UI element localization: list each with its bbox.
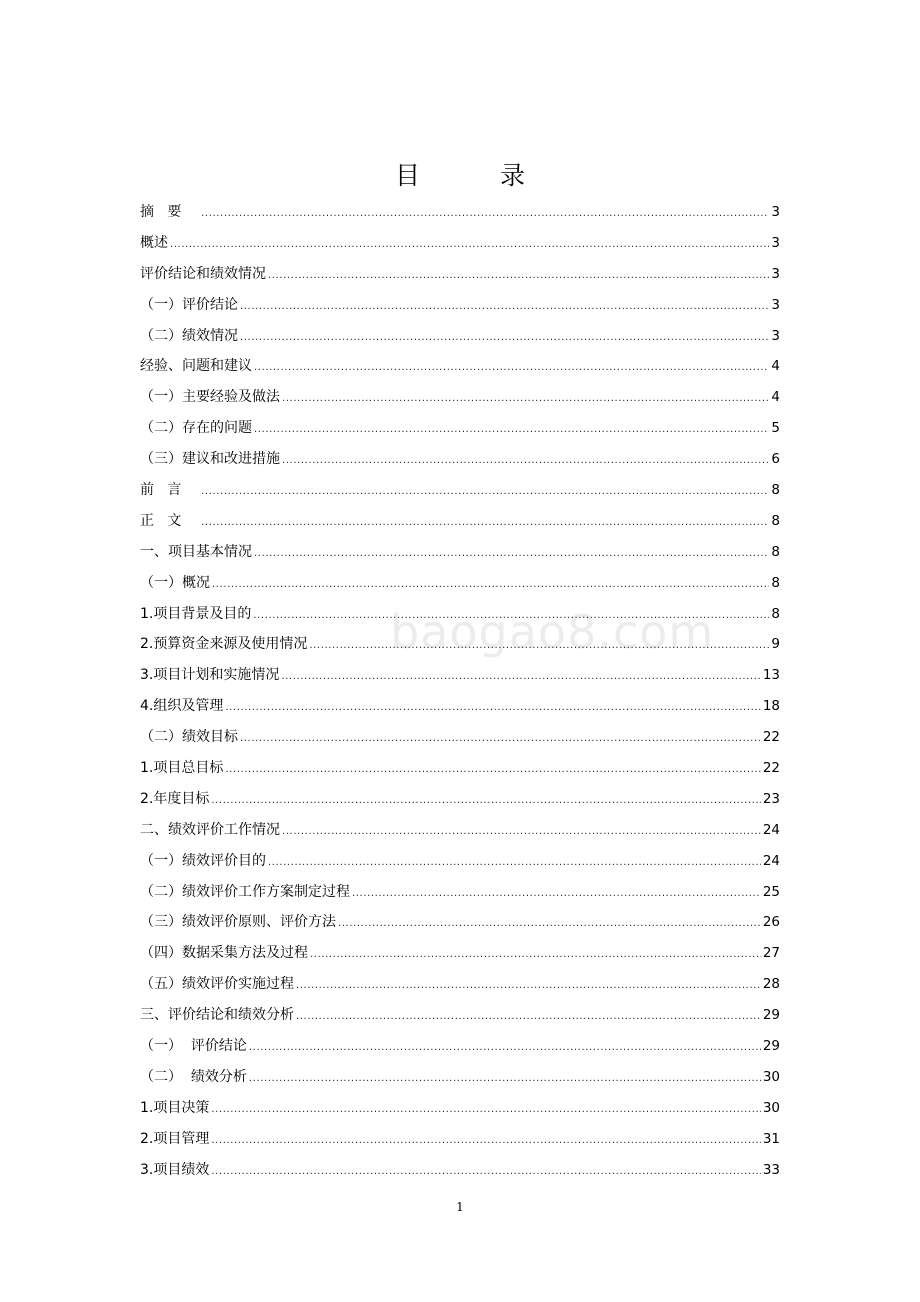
toc-entry-page: 26 bbox=[762, 914, 780, 931]
toc-entry-label: （一）绩效评价目的 bbox=[140, 852, 266, 869]
toc-entry[interactable] bbox=[140, 969, 780, 1000]
toc-entry-label: 4.组织及管理 bbox=[140, 698, 224, 715]
toc-entry-page: 24 bbox=[762, 821, 780, 838]
toc-entry[interactable] bbox=[140, 475, 780, 506]
toc-entry[interactable] bbox=[140, 907, 780, 938]
toc-entry-page: 3 bbox=[771, 296, 780, 313]
toc-entry-page: 22 bbox=[762, 729, 780, 746]
toc-entry-label: 概述 bbox=[140, 234, 168, 251]
toc-entry-page: 8 bbox=[771, 482, 780, 499]
toc-leader-dots bbox=[254, 415, 769, 446]
toc-entry-label: （三）绩效评价原则、评价方法 bbox=[140, 914, 336, 931]
toc-entry-label: 1.项目决策 bbox=[140, 1099, 210, 1116]
toc-leader-dots bbox=[211, 1095, 760, 1126]
toc-entry-page: 23 bbox=[762, 790, 780, 807]
toc-leader-dots bbox=[211, 1157, 760, 1188]
toc-leader-dots bbox=[309, 631, 769, 662]
toc-entry-label: 3.项目计划和实施情况 bbox=[140, 667, 280, 684]
toc-entry[interactable] bbox=[140, 691, 780, 722]
toc-entry[interactable] bbox=[140, 1093, 780, 1124]
toc-leader-dots bbox=[296, 971, 761, 1002]
toc-entry-page: 27 bbox=[762, 945, 780, 962]
toc-entry-page: 3 bbox=[771, 234, 780, 251]
page-title: 目 录 bbox=[395, 161, 561, 190]
toc-leader-dots bbox=[212, 570, 769, 601]
toc-entry-label: 前 言 bbox=[140, 482, 200, 499]
toc-entry[interactable] bbox=[140, 660, 780, 691]
toc-leader-dots bbox=[282, 817, 761, 848]
toc-entry[interactable] bbox=[140, 506, 780, 537]
toc-entry-page: 4 bbox=[771, 358, 780, 375]
toc-entry-page: 3 bbox=[771, 265, 780, 282]
toc-entry[interactable] bbox=[140, 1000, 780, 1031]
toc-entry[interactable] bbox=[140, 290, 780, 321]
toc-entry-label: （一）主要经验及做法 bbox=[140, 389, 280, 406]
toc-entry-label: 正 文 bbox=[140, 512, 200, 529]
toc-entry-page: 22 bbox=[762, 760, 780, 777]
toc-entry-label: 2.项目管理 bbox=[140, 1130, 210, 1147]
toc-entry-page: 30 bbox=[762, 1068, 780, 1085]
toc-leader-dots bbox=[268, 261, 769, 292]
toc-entry-label: （一） 评价结论 bbox=[140, 1038, 247, 1055]
toc-entry-label: 3.项目绩效 bbox=[140, 1161, 210, 1178]
toc-entry-label: 2.预算资金来源及使用情况 bbox=[140, 636, 308, 653]
toc-entry-label: 一、项目基本情况 bbox=[140, 543, 252, 560]
toc-entry-label: （一）评价结论 bbox=[140, 296, 238, 313]
toc-entry[interactable] bbox=[140, 599, 780, 630]
toc-entry-page: 8 bbox=[771, 605, 780, 622]
toc-entry[interactable] bbox=[140, 938, 780, 969]
toc-leader-dots bbox=[201, 508, 769, 539]
toc-entry-page: 9 bbox=[771, 636, 780, 653]
toc-entry-label: 摘 要 bbox=[140, 204, 200, 220]
toc-entry-page: 18 bbox=[762, 698, 780, 715]
toc-leader-dots bbox=[296, 1002, 761, 1033]
toc-entry[interactable] bbox=[140, 784, 780, 815]
toc-entry-label: 评价结论和绩效情况 bbox=[140, 265, 266, 282]
toc-entry-label: （二）绩效评价工作方案制定过程 bbox=[140, 883, 350, 900]
page-number: 1 bbox=[456, 1200, 464, 1214]
toc-entry-page: 24 bbox=[762, 852, 780, 869]
toc-entry[interactable] bbox=[140, 197, 780, 228]
toc-entry[interactable] bbox=[140, 351, 780, 382]
toc-entry-page: 3 bbox=[771, 204, 780, 220]
toc-leader-dots bbox=[310, 940, 761, 971]
toc-entry-label: （五）绩效评价实施过程 bbox=[140, 976, 294, 993]
toc-leader-dots bbox=[268, 848, 761, 879]
toc-entry-page: 3 bbox=[771, 327, 780, 344]
toc-entry-page: 33 bbox=[762, 1161, 780, 1178]
toc-entry[interactable] bbox=[140, 846, 780, 877]
toc-entry-page: 30 bbox=[762, 1099, 780, 1116]
toc-leader-dots bbox=[282, 446, 769, 477]
toc-leader-dots bbox=[240, 323, 769, 354]
toc-entry-label: 2.年度目标 bbox=[140, 790, 210, 807]
toc-entry-page: 13 bbox=[762, 667, 780, 684]
toc-entry[interactable] bbox=[140, 259, 780, 290]
toc-leader-dots bbox=[254, 353, 769, 384]
toc-entry-label: （二）绩效目标 bbox=[140, 729, 238, 746]
toc-entry-page: 28 bbox=[762, 976, 780, 993]
toc-leader-dots bbox=[225, 693, 760, 724]
toc-entry[interactable] bbox=[140, 321, 780, 352]
toc-entry[interactable] bbox=[140, 382, 780, 413]
toc-entry-label: （四）数据采集方法及过程 bbox=[140, 945, 308, 962]
toc-entry[interactable] bbox=[140, 1124, 780, 1155]
toc-entry-label: 三、评价结论和绩效分析 bbox=[140, 1007, 294, 1024]
toc-entry[interactable] bbox=[140, 568, 780, 599]
toc-entry-label: 1.项目总目标 bbox=[140, 760, 224, 777]
toc-entry-label: （二） 绩效分析 bbox=[140, 1068, 247, 1085]
toc-entry-page: 4 bbox=[771, 389, 780, 406]
toc-entry[interactable] bbox=[140, 413, 780, 444]
toc-entry-label: （二）绩效情况 bbox=[140, 327, 238, 344]
toc-leader-dots bbox=[352, 879, 761, 910]
toc-leader-dots bbox=[240, 292, 769, 323]
toc-entry[interactable] bbox=[140, 722, 780, 753]
toc-leader-dots bbox=[249, 1033, 761, 1064]
toc-entry[interactable] bbox=[140, 444, 780, 475]
toc-leader-dots bbox=[249, 1064, 761, 1095]
toc-entry-page: 8 bbox=[771, 574, 780, 591]
toc-entry-page: 29 bbox=[762, 1007, 780, 1024]
toc-entry-label: （二）存在的问题 bbox=[140, 420, 252, 437]
toc-entry[interactable] bbox=[140, 537, 780, 568]
toc-leader-dots bbox=[281, 662, 760, 693]
toc-entry-page: 8 bbox=[771, 543, 780, 560]
toc-entry-page: 6 bbox=[771, 451, 780, 468]
toc-entry[interactable] bbox=[140, 1062, 780, 1093]
toc-entry-label: 二、绩效评价工作情况 bbox=[140, 821, 280, 838]
toc-leader-dots bbox=[201, 477, 769, 508]
toc-entry-label: 经验、问题和建议 bbox=[140, 358, 252, 375]
toc-leader-dots bbox=[225, 755, 760, 786]
toc-entry[interactable] bbox=[140, 629, 780, 660]
toc-entry-page: 29 bbox=[762, 1038, 780, 1055]
toc-leader-dots bbox=[254, 539, 769, 570]
watermark: baogao8.com bbox=[390, 605, 715, 659]
toc-entry[interactable] bbox=[140, 228, 780, 259]
toc-entry[interactable] bbox=[140, 753, 780, 784]
toc-leader-dots bbox=[211, 1126, 760, 1157]
toc-entry-label: （一）概况 bbox=[140, 574, 210, 591]
toc-entry-page: 5 bbox=[771, 420, 780, 437]
toc-leader-dots bbox=[240, 724, 761, 755]
toc-entry[interactable] bbox=[140, 1031, 780, 1062]
table-of-contents bbox=[140, 197, 780, 1186]
toc-entry-page: 8 bbox=[771, 512, 780, 529]
toc-entry-label: （三）建议和改进措施 bbox=[140, 451, 280, 468]
toc-leader-dots bbox=[338, 909, 761, 940]
toc-entry-label: 1.项目背景及目的 bbox=[140, 605, 252, 622]
toc-entry[interactable] bbox=[140, 1155, 780, 1186]
toc-entry[interactable] bbox=[140, 815, 780, 846]
toc-entry-page: 31 bbox=[762, 1130, 780, 1147]
toc-leader-dots bbox=[282, 384, 769, 415]
toc-entry[interactable] bbox=[140, 877, 780, 908]
toc-leader-dots bbox=[211, 786, 760, 817]
toc-leader-dots bbox=[253, 601, 769, 632]
toc-leader-dots bbox=[201, 199, 769, 230]
toc-entry-page: 25 bbox=[762, 883, 780, 900]
toc-leader-dots bbox=[170, 230, 769, 261]
